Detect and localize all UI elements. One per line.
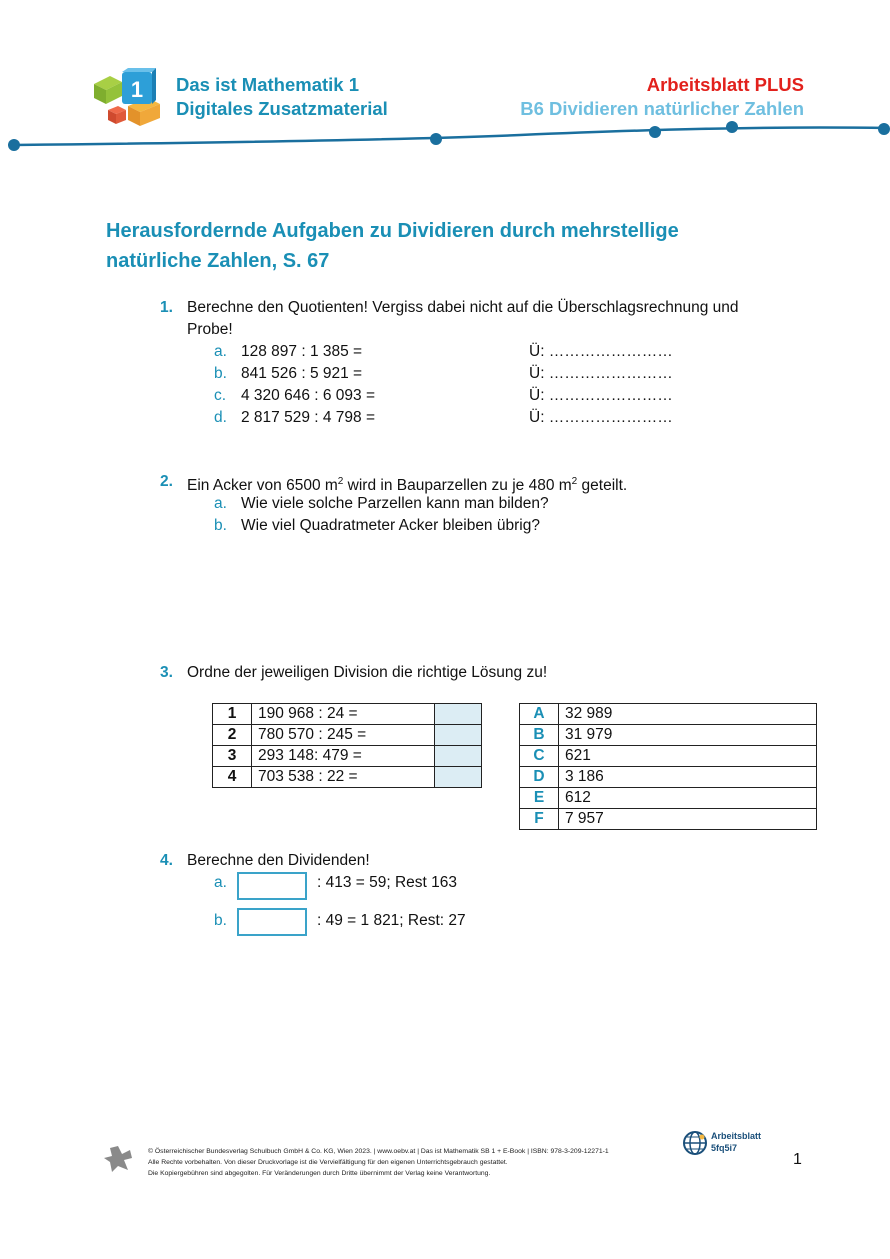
dividend-input-box[interactable] xyxy=(237,908,307,936)
task4-item-equation: : 49 = 1 821; Rest: 27 xyxy=(317,912,466,929)
task1-item-expr: 2 817 529 : 4 798 = xyxy=(241,409,376,426)
task1-item-letter: c. xyxy=(214,387,227,404)
answer-cell[interactable] xyxy=(435,725,482,746)
division-table xyxy=(212,703,482,788)
task1-item-expr: 128 897 : 1 385 = xyxy=(241,343,363,360)
task2-item-letter: a. xyxy=(214,495,227,512)
task1-item-expr: 841 526 : 5 921 = xyxy=(241,365,363,382)
book-title: Das ist Mathematik 1 xyxy=(176,74,360,95)
task1-item-estimate: Ü: …………………… xyxy=(529,387,673,404)
table-row: D 3 186 xyxy=(520,767,817,788)
task4-text: Berechne den Dividenden! xyxy=(187,852,370,869)
task2-number: 2. xyxy=(160,473,173,490)
table-row: 3 293 148: 479 = xyxy=(213,746,482,767)
task1-item-letter: a. xyxy=(214,343,227,360)
answer-cell[interactable] xyxy=(435,767,482,788)
task1-number: 1. xyxy=(160,299,173,316)
task2-item-letter: b. xyxy=(214,517,227,534)
answer-cell[interactable] xyxy=(435,704,482,725)
page-number: 1 xyxy=(793,1151,802,1168)
book-subtitle: Digitales Zusatzmaterial xyxy=(176,98,388,119)
task4-item-letter: a. xyxy=(214,874,227,891)
footer-badge-label: Arbeitsblatt xyxy=(711,1131,762,1141)
footer-badge-code[interactable]: 5fq5i7 xyxy=(711,1143,738,1153)
footer-rights: Alle Rechte vorbehalten. Von dieser Druckvorlage ist die Vervielfältigung für den eigenen Unterrichtsgebrauch gestattet. xyxy=(148,1159,508,1166)
task4-item-letter: b. xyxy=(214,912,227,929)
footer-fees: Die Kopiergebühren sind abgegolten. Für Veränderungen durch Dritte übernimmt der Verlag keine Verantwortung. xyxy=(148,1170,491,1177)
task1-item-letter: b. xyxy=(214,365,227,382)
task1-item-letter: d. xyxy=(214,409,227,426)
table-row: E 612 xyxy=(520,788,817,809)
task4-item-equation: : 413 = 59; Rest 163 xyxy=(317,874,458,891)
sheet-type: Arbeitsblatt PLUS xyxy=(646,74,804,95)
task2-text: Ein Acker von 6500 $m^2$ wird in Bauparzellen zu je 480 $m^2$ geteilt. xyxy=(187,476,628,495)
table-row: F 7 957 xyxy=(520,809,817,830)
task2-item-text: Wie viele solche Parzellen kann man bilden? xyxy=(241,495,549,512)
table-row: 1 190 968 : 24 = xyxy=(213,704,482,725)
task4-number: 4. xyxy=(160,852,173,869)
svg-text:1: 1 xyxy=(130,77,144,102)
page-title: Herausfordernde Aufgaben zu Dividieren durch mehrstellige natürliche Zahlen, S. 67 xyxy=(106,220,679,272)
sheet-topic: B6 Dividieren natürlicher Zahlen xyxy=(520,98,804,119)
table-row: C 621 xyxy=(520,746,817,767)
task3-number: 3. xyxy=(160,664,173,681)
task1-item-estimate: Ü: …………………… xyxy=(529,343,673,360)
task1-item-estimate: Ü: …………………… xyxy=(529,409,673,426)
task1-item-expr: 4 320 646 : 6 093 = xyxy=(241,387,376,404)
answer-cell[interactable] xyxy=(435,746,482,767)
header-timeline-divider xyxy=(0,118,890,152)
globe-icon xyxy=(683,1130,709,1156)
table-row: B 31 979 xyxy=(520,725,817,746)
footer-copyright: © Österreichischer Bundesverlag Schulbuch GmbH & Co. KG, Wien 2023. | www.oebv.at | Das ist Mathematik SB 1 + E-Book | ISBN: 978-3-209-12271-1 xyxy=(148,1148,609,1155)
publisher-logo-icon xyxy=(104,1142,136,1174)
table-row: 4 703 538 : 22 = xyxy=(213,767,482,788)
task1-text-line2: Probe! xyxy=(187,321,233,338)
solution-table xyxy=(519,703,817,830)
dividend-input-box[interactable] xyxy=(237,872,307,900)
task3-text: Ordne der jeweiligen Division die richtige Lösung zu! xyxy=(187,664,548,681)
task1-text-line1: Berechne den Quotienten! Vergiss dabei nicht auf die Überschlagsrechnung und xyxy=(187,299,739,316)
table-row: A 32 989 xyxy=(520,704,817,725)
task2-item-text: Wie viel Quadratmeter Acker bleiben übrig? xyxy=(241,517,540,534)
task1-item-estimate: Ü: …………………… xyxy=(529,365,673,382)
table-row: 2 780 570 : 245 = xyxy=(213,725,482,746)
